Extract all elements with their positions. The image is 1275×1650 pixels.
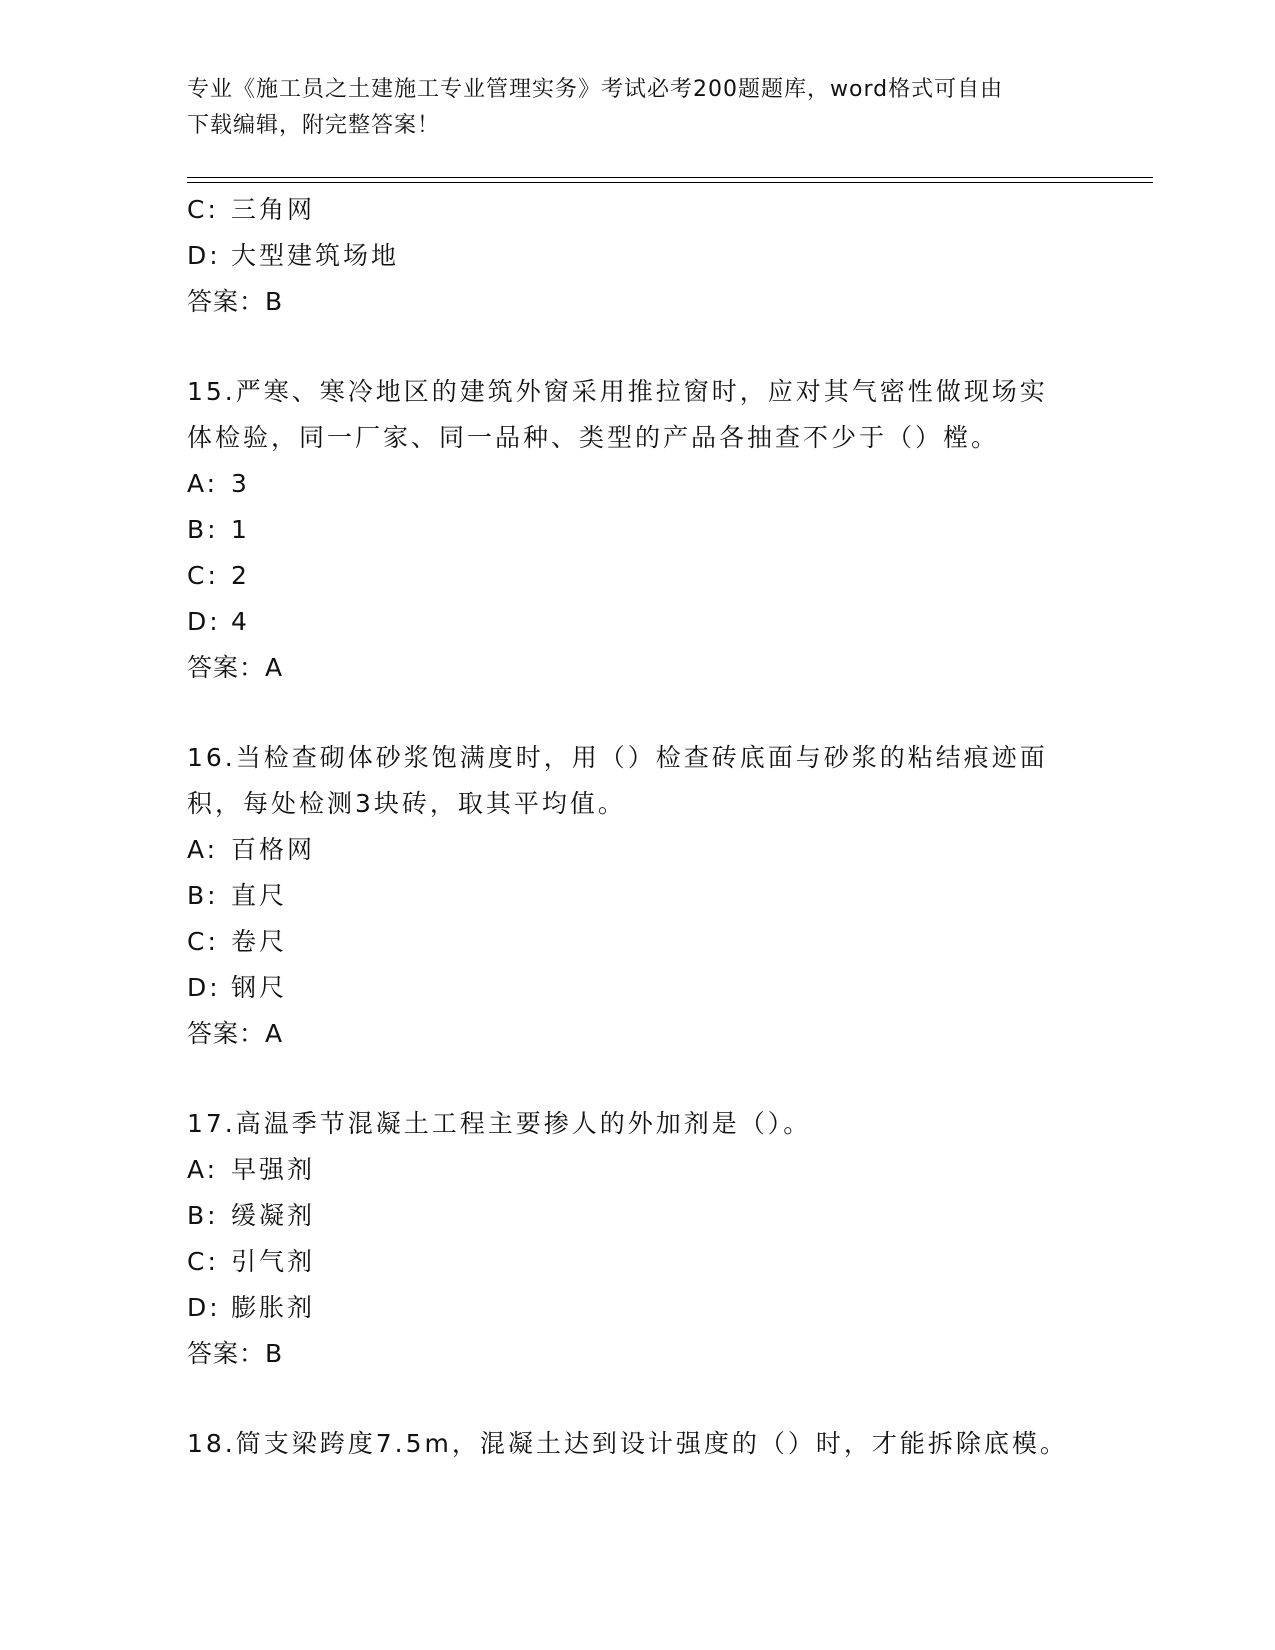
option-d [187, 1285, 1087, 1331]
option-d [187, 233, 1087, 279]
option-key: D: [187, 1293, 221, 1322]
option-key: C: [187, 1247, 219, 1276]
option-c [187, 187, 1087, 233]
option-key: A: [187, 469, 219, 498]
option-b [187, 507, 1087, 553]
option-b [187, 1193, 1087, 1239]
question-text-line-2: 体检验，同一厂家、同一品种、类型的产品各抽查不少于（）樘。 [187, 423, 1000, 452]
option-text: 膨胀剂 [231, 1293, 316, 1322]
option-text: 三角网 [231, 195, 316, 224]
question-block-18 [187, 1421, 1087, 1467]
option-text: 钢尺 [231, 973, 288, 1002]
answer-line: 答案：A [187, 1019, 284, 1048]
header-rule-bottom [187, 182, 1153, 183]
question-block-17 [187, 1101, 1087, 1377]
option-text: 百格网 [231, 835, 316, 864]
answer-line: 答案：B [187, 287, 284, 316]
option-a [187, 827, 1087, 873]
option-text: 引气剂 [231, 1247, 316, 1276]
option-key: B: [187, 1201, 219, 1230]
option-text: 3 [231, 469, 250, 498]
option-key: A: [187, 835, 219, 864]
option-key: D: [187, 607, 221, 636]
option-text: 1 [231, 515, 250, 544]
question-block-14 [187, 187, 1087, 325]
option-text: 缓凝剂 [231, 1201, 316, 1230]
option-text: 大型建筑场地 [231, 241, 400, 270]
header-line-1: 专业《施工员之土建施工专业管理实务》考试必考200题题库，word格式可自由 [187, 77, 1004, 102]
option-c [187, 1239, 1087, 1285]
option-text: 卷尺 [231, 927, 288, 956]
option-key: D: [187, 973, 221, 1002]
option-text: 4 [231, 607, 250, 636]
header-rule-top [187, 177, 1153, 178]
option-b [187, 873, 1087, 919]
question-list [187, 187, 1087, 1467]
option-key: C: [187, 927, 219, 956]
option-d [187, 965, 1087, 1011]
option-d [187, 599, 1087, 645]
option-c [187, 919, 1087, 965]
option-key: B: [187, 881, 219, 910]
option-text: 直尺 [231, 881, 288, 910]
question-text-line-1: 17.高温季节混凝土工程主要掺人的外加剂是（）。 [187, 1109, 812, 1138]
option-a [187, 461, 1087, 507]
option-key: C: [187, 195, 219, 224]
document-header [187, 72, 1067, 144]
header-line-2: 下载编辑，附完整答案！ [187, 113, 441, 138]
question-text-line-2: 积，每处检测3块砖，取其平均值。 [187, 789, 626, 818]
answer-line: 答案：A [187, 653, 284, 682]
option-key: B: [187, 515, 219, 544]
option-c [187, 553, 1087, 599]
question-text-line-1: 18.简支梁跨度7.5m，混凝土达到设计强度的（）时，才能拆除底模。 [187, 1429, 1068, 1458]
option-a [187, 1147, 1087, 1193]
question-text-line-1: 16.当检查砌体砂浆饱满度时，用（）检查砖底面与砂浆的粘结痕迹面 [187, 743, 1048, 772]
option-text: 早强剂 [231, 1155, 316, 1184]
question-block-15 [187, 369, 1087, 691]
answer-line: 答案：B [187, 1339, 284, 1368]
option-text: 2 [231, 561, 250, 590]
question-text-line-1: 15.严寒、寒冷地区的建筑外窗采用推拉窗时，应对其气密性做现场实 [187, 377, 1048, 406]
option-key: D: [187, 241, 221, 270]
question-block-16 [187, 735, 1087, 1057]
option-key: A: [187, 1155, 219, 1184]
option-key: C: [187, 561, 219, 590]
